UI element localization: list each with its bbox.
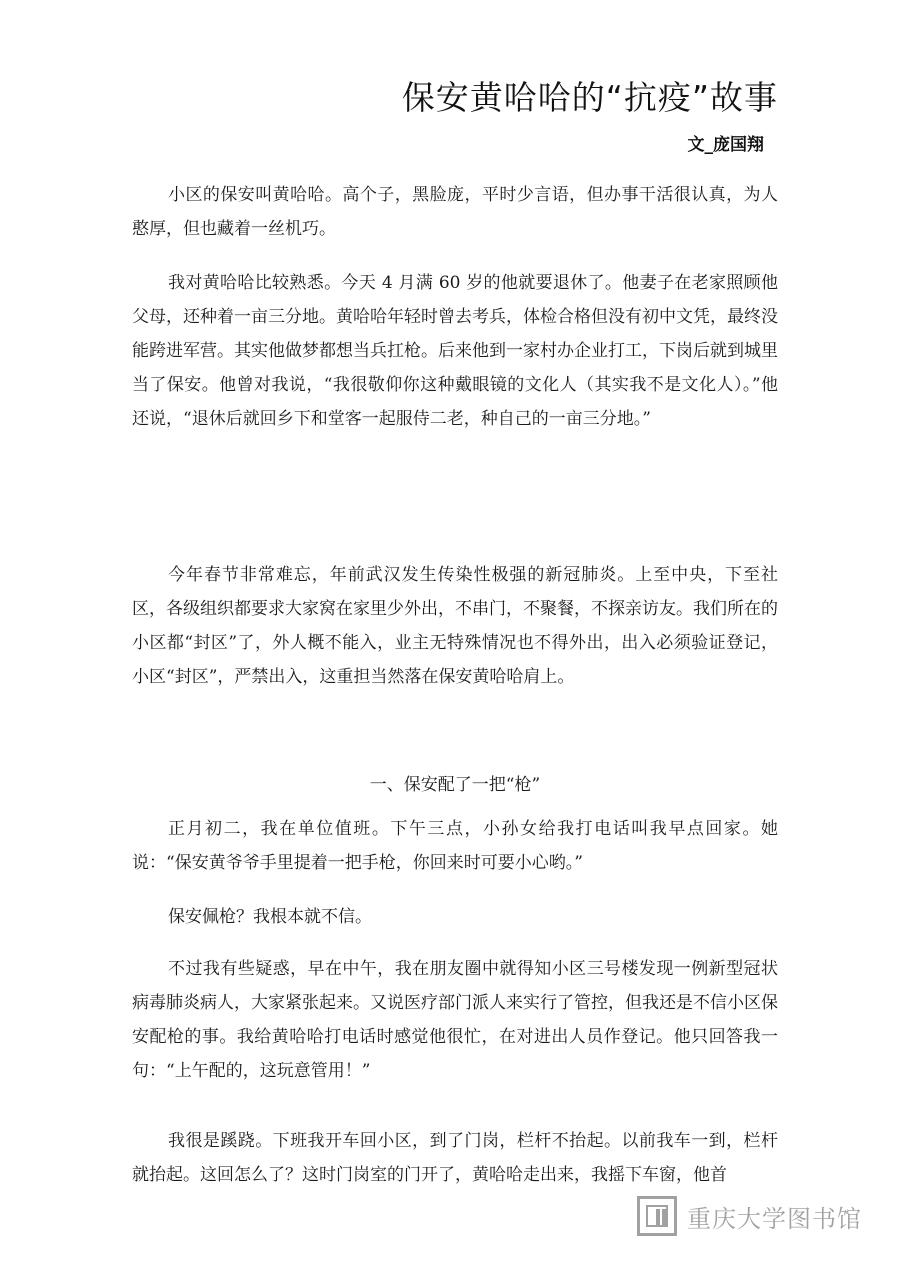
body-paragraph: 今年春节非常难忘，年前武汉发生传染性极强的新冠肺炎。上至中央，下至社区，各级组织都要求大家窝在家里少外出，不串门，不聚餐，不探亲访友。我们所在的小区都“封区”了，外人概不能入，业主无特殊情况也不得外出，出入必须验证登记，小区“封区”，严禁出入，这重担当然落在保安黄哈哈肩上。	[132, 565, 778, 687]
body-paragraph: 保安佩枪？我根本就不信。	[168, 907, 372, 927]
section-heading: 一、保安配了一把“枪”	[369, 775, 541, 795]
body-paragraph: 我很是蹊跷。下班我开车回小区，到了门岗，栏杆不抬起。以前我车一到，栏杆就抬起。这回怎么了？这时门岗室的门开了，黄哈哈走出来，我摇下车窗，他首	[132, 1131, 778, 1185]
page-title: 保安黄哈哈的“抗疫”故事	[401, 78, 778, 117]
body-paragraph: 小区的保安叫黄哈哈。高个子，黑脸庞，平时少言语，但办事干活很认真，为人憨厚，但也藏着一丝机巧。	[132, 185, 778, 239]
library-seal-icon	[637, 1196, 677, 1236]
library-watermark	[637, 1196, 862, 1236]
body-paragraph: 我对黄哈哈比较熟悉。今天 4 月满 60 岁的他就要退休了。他妻子在老家照顾他父母，还种着一亩三分地。黄哈哈年轻时曾去考兵，体检合格但没有初中文凭，最终没能跨进军营。其实他做梦都想当兵扛枪。后来他到一家村办企业打工，下岗后就到城里当了保安。他曾对我说，“我很敬仰你这种戴眼镜的文化人（其实我不是文化人）。”他还说，“退休后就回乡下和堂客一起服侍二老，种自己的一亩三分地。”	[132, 273, 778, 429]
watermark-text: 重庆大学图书馆	[687, 1204, 862, 1233]
byline: 文_庞国翔	[687, 135, 764, 155]
body-paragraph: 不过我有些疑惑，早在中午，我在朋友圈中就得知小区三号楼发现一例新型冠状病毒肺炎病人，大家紧张起来。又说医疗部门派人来实行了管控，但我还是不信小区保安配枪的事。我给黄哈哈打电话时感觉他很忙，在对进出人员作登记。他只回答我一句：“上午配的，这玩意管用！”	[132, 959, 778, 1081]
body-paragraph: 正月初二，我在单位值班。下午三点，小孙女给我打电话叫我早点回家。她说：“保安黄爷爷手里提着一把手枪，你回来时可要小心哟。”	[132, 819, 778, 873]
